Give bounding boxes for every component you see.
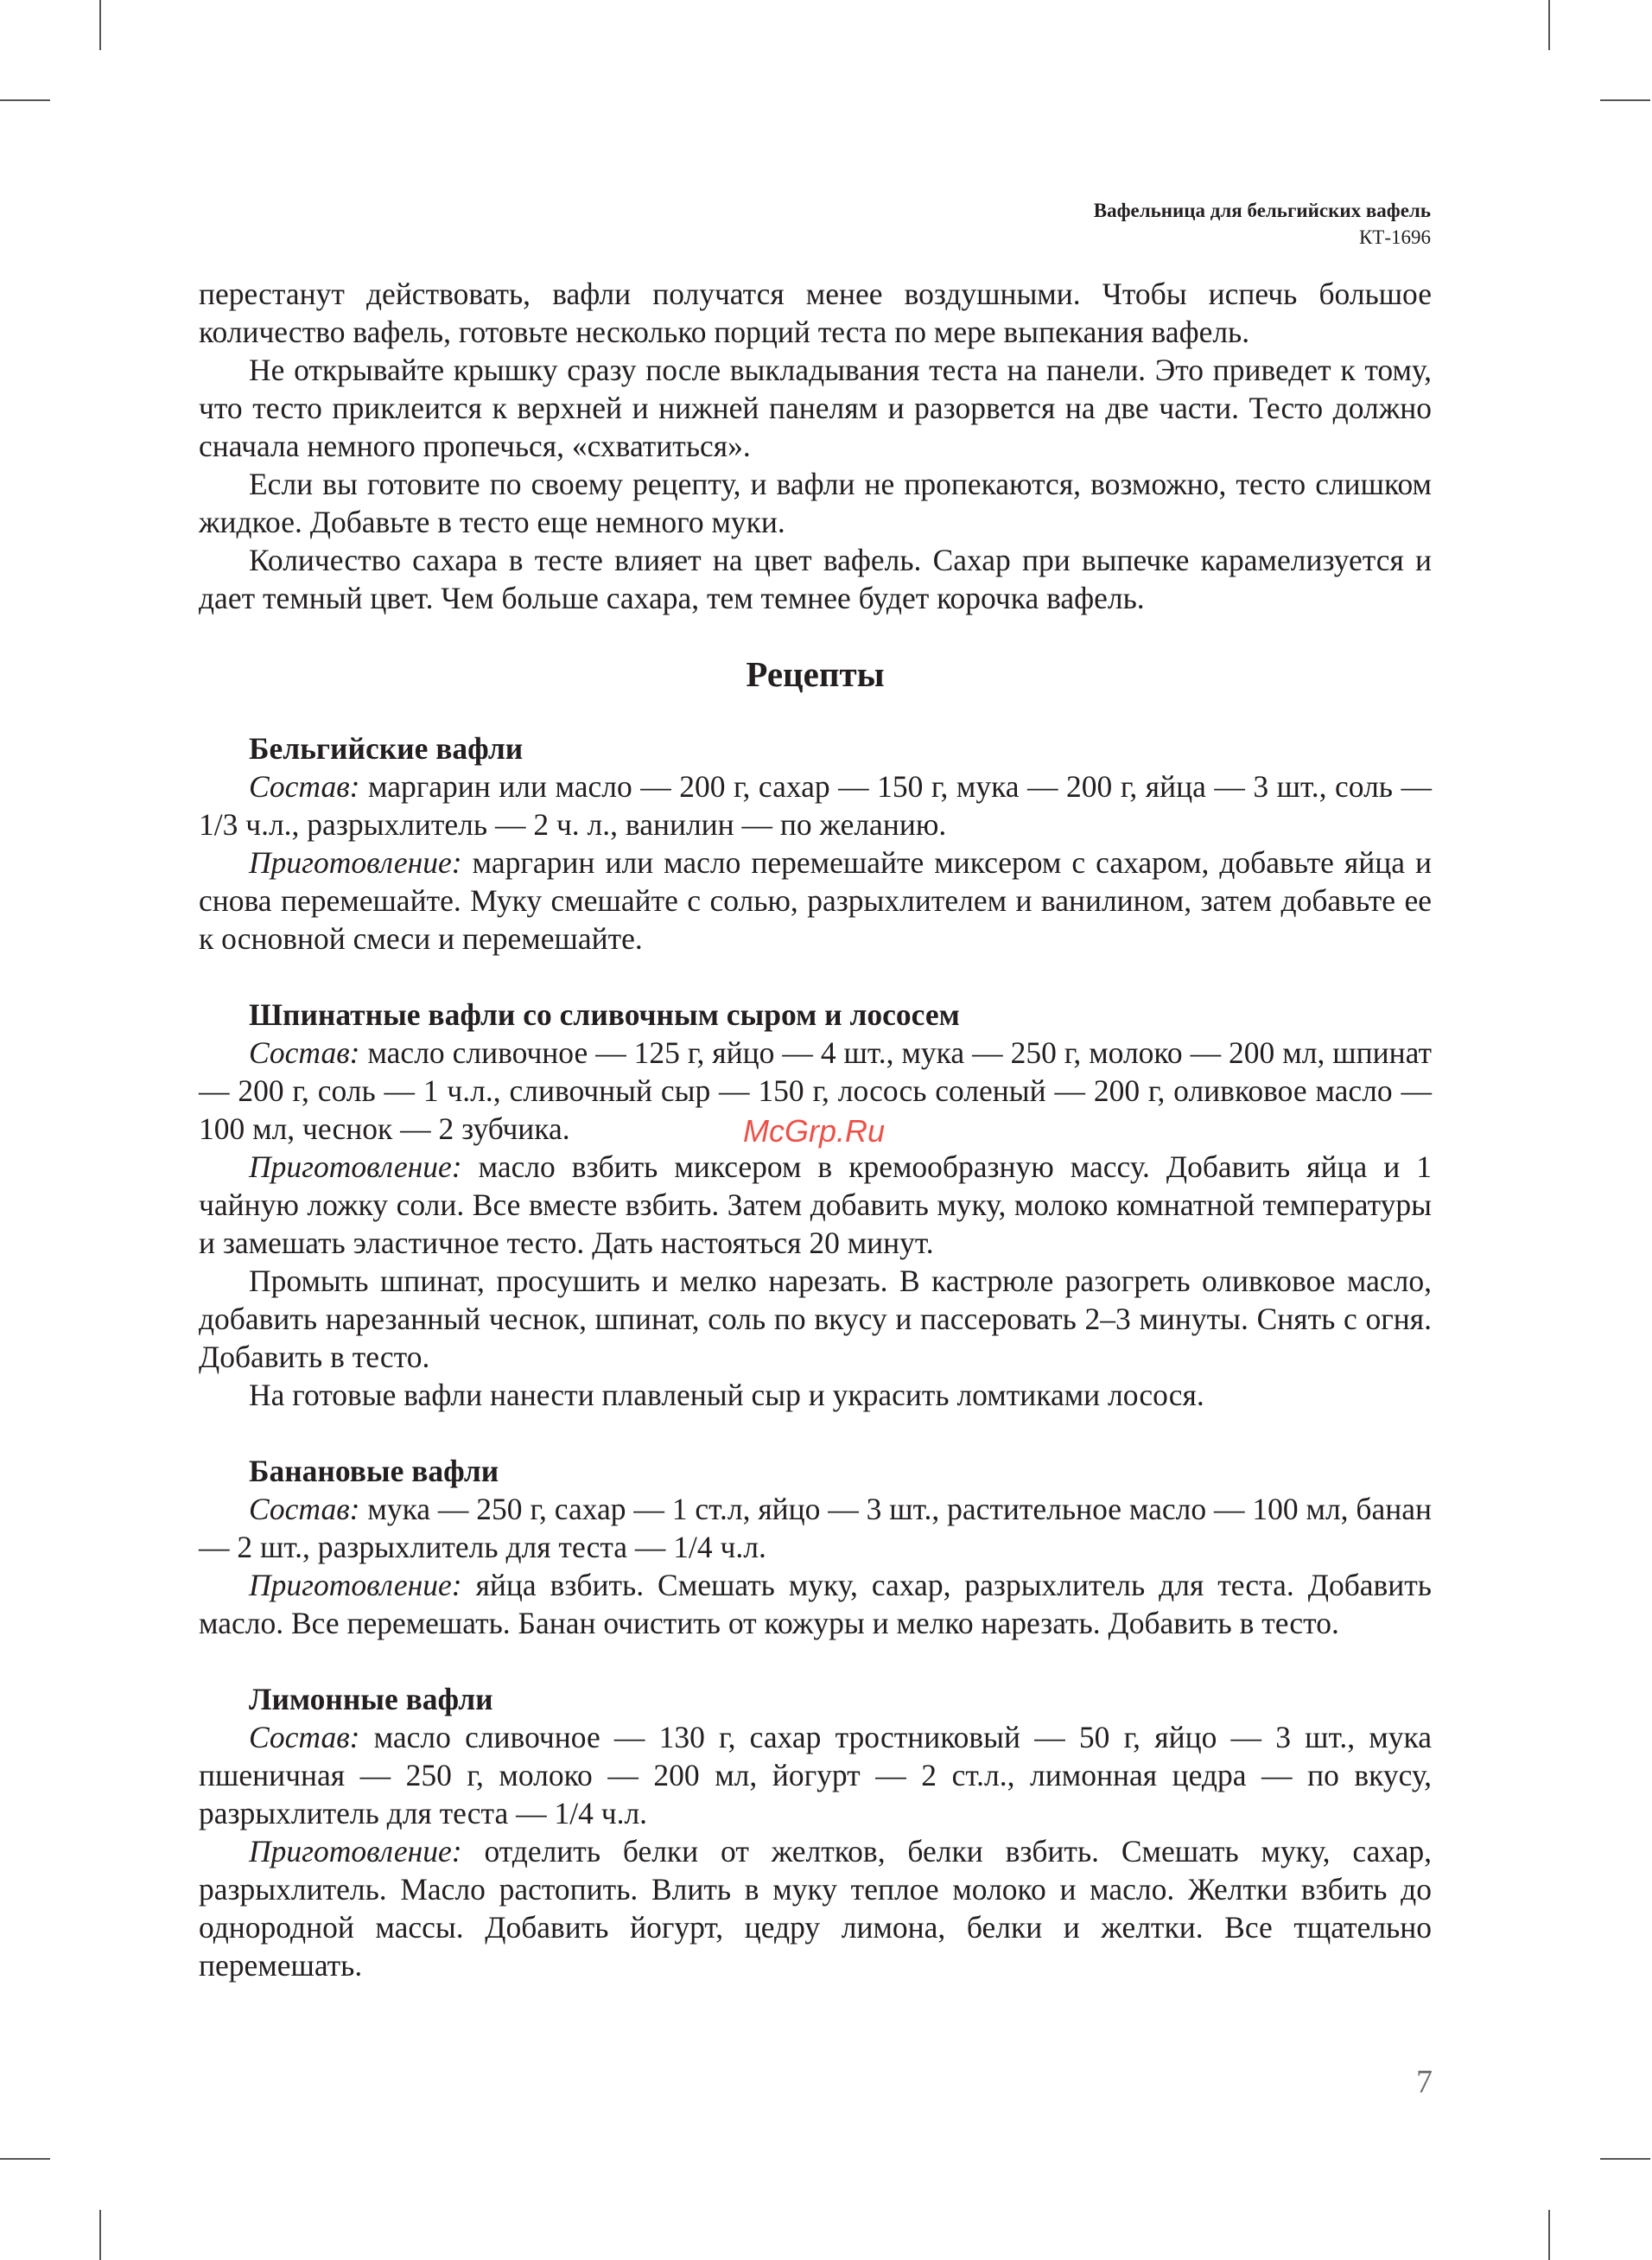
composition-label: Состав: <box>249 1035 360 1070</box>
recipe-extra-paragraph: На готовые вафли нанести плавленый сыр и украсить ломтиками лосося. <box>249 1378 1204 1412</box>
recipe-extra-paragraph: Промыть шпинат, просушить и мелко нарезать. В кастрюле разогреть оливковое масло, добавить нарезанный чеснок, шпинат, соль по вкусу и пассеровать 2–3 минуты. Снять с огня. Добавить в тесто. <box>199 1264 1432 1374</box>
composition-label: Состав: <box>249 1720 360 1754</box>
intro-paragraph: перестанут действовать, вафли получатся менее воздушными. Чтобы испечь большое количество вафель, готовьте несколько порций теста по мере выпекания вафель. <box>199 277 1432 349</box>
watermark: McGrp.Ru <box>743 1113 886 1149</box>
crop-mark <box>1548 2210 1550 2260</box>
recipe-lemon <box>199 1680 1432 1984</box>
crop-mark <box>0 99 50 101</box>
preparation-label: Приготовление: <box>249 1149 462 1184</box>
composition-text: масло сливочное — 130 г, сахар тростниковый — 50 г, яйцо — 3 шт., мука пшеничная — 250 г, молоко — 200 мл, йогурт — 2 ст.л., лимонная цедра — по вкусу, разрыхлитель для теста — 1/4 ч.л. <box>199 1720 1432 1830</box>
recipe-preparation <box>199 844 1432 958</box>
recipe-composition <box>199 1490 1432 1566</box>
preparation-label: Приготовление: <box>249 1568 462 1602</box>
recipe-composition <box>199 1718 1432 1832</box>
crop-mark <box>99 0 101 50</box>
recipe-title: Шпинатные вафли со сливочным сыром и лососем <box>249 997 960 1032</box>
crop-mark <box>99 2210 101 2260</box>
recipe-title: Лимонные вафли <box>249 1682 493 1716</box>
crop-mark <box>1600 2158 1650 2160</box>
recipe-title: Банановые вафли <box>249 1454 499 1488</box>
recipe-preparation <box>199 1566 1432 1642</box>
composition-text: маргарин или масло — 200 г, сахар — 150 г, мука — 200 г, яйца — 3 шт., соль — 1/3 ч.л., разрыхлитель — 2 ч. л., ванилин — по желанию. <box>199 769 1432 842</box>
recipe-banana <box>199 1452 1432 1642</box>
intro-paragraph: Если вы готовите по своему рецепту, и вафли не пропекаются, возможно, тесто слишком жидкое. Добавьте в тесто еще немного муки. <box>199 467 1432 539</box>
intro-paragraph: Не открывайте крышку сразу после выкладывания теста на панели. Это приведет к тому, что тесто приклеится к верхней и нижней панелям и разорвется на две части. Тесто должно сначала немного пропечься, «схватиться». <box>199 353 1432 463</box>
composition-label: Состав: <box>249 769 360 804</box>
preparation-label: Приготовление: <box>249 845 462 880</box>
header-model: КТ-1696 <box>1358 226 1431 248</box>
recipe-spinach <box>199 996 1432 1414</box>
running-header <box>1094 197 1431 251</box>
preparation-label: Приготовление: <box>249 1834 462 1868</box>
recipe-composition <box>199 767 1432 844</box>
section-title: Рецепты <box>746 654 885 694</box>
recipe-belgian <box>199 729 1432 958</box>
composition-text: масло сливочное — 125 г, яйцо — 4 шт., мука — 250 г, молоко — 200 мл, шпинат — 200 г, соль — 1 ч.л., сливочный сыр — 150 г, лосось соленый — 200 г, оливковое масло — 100 мл, чеснок — 2 зубчика. <box>199 1035 1432 1146</box>
crop-mark <box>1548 0 1550 50</box>
preparation-text: отделить белки от желтков, белки взбить. Смешать муку, сахар, разрыхлитель. Масло растопить. Влить в муку теплое молоко и масло. Желтки взбить до однородной массы. Добавить йогурт, цедру лимона, белки и желтки. Все тщательно перемешать. <box>199 1834 1432 1983</box>
recipe-preparation <box>199 1148 1432 1262</box>
recipe-preparation <box>199 1832 1432 1984</box>
intro-paragraph: Количество сахара в тесте влияет на цвет вафель. Сахар при выпечке карамелизуется и дает темный цвет. Чем больше сахара, тем темнее будет корочка вафель. <box>199 543 1432 615</box>
page-number: 7 <box>1416 2064 1433 2100</box>
preparation-text: яйца взбить. Смешать муку, сахар, разрыхлитель для теста. Добавить масло. Все перемешать. Банан очистить от кожуры и мелко нарезать. Добавить в тесто. <box>199 1568 1432 1640</box>
crop-mark <box>1600 99 1650 101</box>
preparation-text: маргарин или масло перемешайте миксером с сахаром, добавьте яйца и снова перемешайте. Муку смешайте с солью, разрыхлителем и ванилином, затем добавьте ее к основной смеси и перемешайте. <box>199 845 1432 956</box>
header-product-name: Вафельница для бельгийских вафель <box>1093 200 1431 221</box>
preparation-text: масло взбить миксером в кремообразную массу. Добавить яйца и 1 чайную ложку соли. Все вместе взбить. Затем добавить муку, молоко комнатной температуры и замешать эластичное тесто. Дать настояться 20 минут. <box>199 1149 1432 1260</box>
recipe-title: Бельгийские вафли <box>249 731 524 766</box>
composition-text: мука — 250 г, сахар — 1 ст.л, яйцо — 3 шт., растительное масло — 100 мл, банан — 2 шт., разрыхлитель для теста — 1/4 ч.л. <box>199 1492 1432 1564</box>
crop-mark <box>0 2158 50 2160</box>
composition-label: Состав: <box>249 1492 360 1526</box>
